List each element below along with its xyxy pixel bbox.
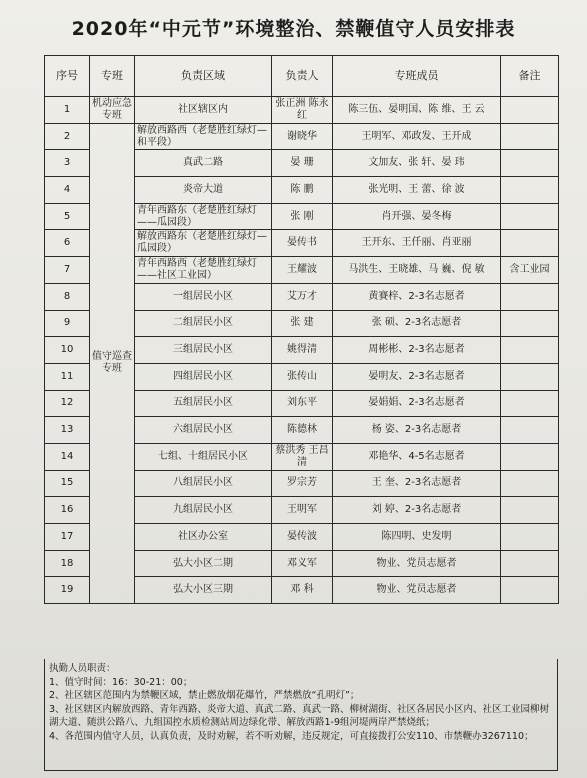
note-cell (501, 390, 559, 417)
row-number: 10 (45, 337, 90, 364)
members-cell: 王 奎、2-3名志愿者 (333, 470, 501, 497)
row-number: 12 (45, 390, 90, 417)
note-cell (501, 417, 559, 444)
note-cell (501, 337, 559, 364)
schedule-table (44, 55, 559, 604)
duty-notes (44, 659, 558, 771)
row-number: 18 (45, 550, 90, 577)
area-cell: 一组居民小区 (135, 283, 272, 310)
leader-cell: 邓 科 (272, 577, 333, 604)
area-cell: 七组、十组居民小区 (135, 443, 272, 470)
members-cell: 晏娟娟、2-3名志愿者 (333, 390, 501, 417)
members-cell: 周彬彬、2-3名志愿者 (333, 337, 501, 364)
leader-cell: 晏传波 (272, 524, 333, 551)
row-number: 2 (45, 123, 90, 150)
area-cell: 九组居民小区 (135, 497, 272, 524)
row-number: 19 (45, 577, 90, 604)
area-cell: 三组居民小区 (135, 337, 272, 364)
leader-cell: 姚得清 (272, 337, 333, 364)
area-cell: 青年西路东（老楚胜红绿灯——瓜园段） (135, 203, 272, 230)
row-number: 5 (45, 203, 90, 230)
members-cell: 王明军、邓政发、王开成 (333, 123, 501, 150)
leader-cell: 王耀波 (272, 257, 333, 284)
row-number: 3 (45, 150, 90, 177)
area-cell: 四组居民小区 (135, 363, 272, 390)
leader-cell: 王明军 (272, 497, 333, 524)
members-cell: 刘 婷、2-3名志愿者 (333, 497, 501, 524)
row-number: 11 (45, 363, 90, 390)
notes-line: 4、各范围内值守人员，认真负责，及时劝解，若不听劝解，违反规定，可直接拨打公安110、市禁鞭办3267110； (49, 730, 534, 742)
header-cell: 专班 (90, 56, 135, 97)
row-number: 8 (45, 283, 90, 310)
leader-cell: 晏传书 (272, 230, 333, 257)
members-cell: 张 硕、2-3名志愿者 (333, 310, 501, 337)
leader-cell: 邓义军 (272, 550, 333, 577)
notes-line: 2、社区辖区范围内为禁鞭区域，禁止燃放烟花爆竹，严禁燃放“孔明灯”； (49, 690, 360, 701)
members-cell: 文加友、张 轩、晏 玮 (333, 150, 501, 177)
leader-cell: 艾万才 (272, 283, 333, 310)
area-cell: 炎帝大道 (135, 177, 272, 204)
row-number: 4 (45, 177, 90, 204)
page-title: 2020年“中元节”环境整治、禁鞭值守人员安排表 (71, 18, 516, 40)
row-number: 6 (45, 230, 90, 257)
notes-heading: 执勤人员职责： (49, 663, 116, 674)
members-cell: 肖开强、晏冬梅 (333, 203, 501, 230)
notes-line: 1、值守时间：16：30-21：00； (49, 676, 193, 688)
area-cell: 二组居民小区 (135, 310, 272, 337)
area-cell: 弘大小区二期 (135, 550, 272, 577)
header-cell: 备注 (501, 56, 559, 97)
members-cell: 晏明友、2-3名志愿者 (333, 363, 501, 390)
row-number: 16 (45, 497, 90, 524)
header-cell: 负责人 (272, 56, 333, 97)
note-cell (501, 577, 559, 604)
area-cell: 弘大小区三期 (135, 577, 272, 604)
note-cell (501, 470, 559, 497)
area-cell: 青年西路西（老楚胜红绿灯——社区工业园） (135, 257, 272, 284)
area-cell: 社区辖区内 (135, 97, 272, 124)
members-cell: 物业、党员志愿者 (333, 577, 501, 604)
leader-cell: 蔡洪秀 王昌清 (272, 443, 333, 470)
leader-cell: 张传山 (272, 363, 333, 390)
members-cell: 物业、党员志愿者 (333, 550, 501, 577)
row-number: 17 (45, 524, 90, 551)
note-cell (501, 363, 559, 390)
members-cell: 陈四明、史发明 (333, 524, 501, 551)
table-row (45, 97, 559, 124)
leader-cell: 张 刚 (272, 203, 333, 230)
leader-cell: 陈 鹏 (272, 177, 333, 204)
header-cell: 负责区域 (135, 56, 272, 97)
row-number: 13 (45, 417, 90, 444)
group-emergency: 机动应急专班 (90, 97, 135, 124)
table-header-row (45, 56, 559, 97)
members-cell: 杨 姿、2-3名志愿者 (333, 417, 501, 444)
area-cell: 解放西路西（老楚胜红绿灯—和平段） (135, 123, 272, 150)
leader-cell: 张正洲 陈永红 (272, 97, 333, 124)
area-cell: 五组居民小区 (135, 390, 272, 417)
note-cell (501, 97, 559, 124)
members-cell: 黄賽梓、2-3名志愿者 (333, 283, 501, 310)
row-number: 14 (45, 443, 90, 470)
leader-cell: 张 建 (272, 310, 333, 337)
note-cell (501, 443, 559, 470)
note-cell (501, 123, 559, 150)
note-cell (501, 177, 559, 204)
row-number: 7 (45, 257, 90, 284)
note-cell (501, 550, 559, 577)
leader-cell: 陈德林 (272, 417, 333, 444)
leader-cell: 晏 珊 (272, 150, 333, 177)
note-cell (501, 283, 559, 310)
leader-cell: 谢晓华 (272, 123, 333, 150)
note-cell (501, 310, 559, 337)
area-cell: 真武二路 (135, 150, 272, 177)
table-row (45, 123, 559, 150)
area-cell: 社区办公室 (135, 524, 272, 551)
note-cell (501, 150, 559, 177)
members-cell: 邓艳华、4-5名志愿者 (333, 443, 501, 470)
members-cell: 马洪生、王晓雄、马 巍、倪 敏 (333, 257, 501, 284)
leader-cell: 罗宗芳 (272, 470, 333, 497)
row-number: 15 (45, 470, 90, 497)
group-patrol: 值守巡查专班 (90, 123, 135, 603)
note-cell (501, 230, 559, 257)
note-cell (501, 497, 559, 524)
note-cell (501, 524, 559, 551)
leader-cell: 刘东平 (272, 390, 333, 417)
area-cell: 八组居民小区 (135, 470, 272, 497)
members-cell: 张光明、王 蕾、徐 波 (333, 177, 501, 204)
row-number: 9 (45, 310, 90, 337)
members-cell: 陈三伍、晏明国、陈 维、王 云 (333, 97, 501, 124)
notes-line: 3、社区辖区内解放西路、青年西路、炎帝大道、真武二路、真武一路、柳树湖街、社区各居民小区内、社区工业园柳树湖大道、随洪公路八、九组国控水质检测站周边绿化带、解放西路1-9组河堤两岸严禁烧纸； (49, 703, 550, 728)
members-cell: 王开东、王仟丽、肖亚丽 (333, 230, 501, 257)
row-number: 1 (45, 97, 90, 124)
note-cell: 含工业园 (501, 257, 559, 284)
note-cell (501, 203, 559, 230)
area-cell: 解放西路东（老楚胜红绿灯—瓜园段） (135, 230, 272, 257)
header-cell: 专班成员 (333, 56, 501, 97)
header-cell: 序号 (45, 56, 90, 97)
area-cell: 六组居民小区 (135, 417, 272, 444)
